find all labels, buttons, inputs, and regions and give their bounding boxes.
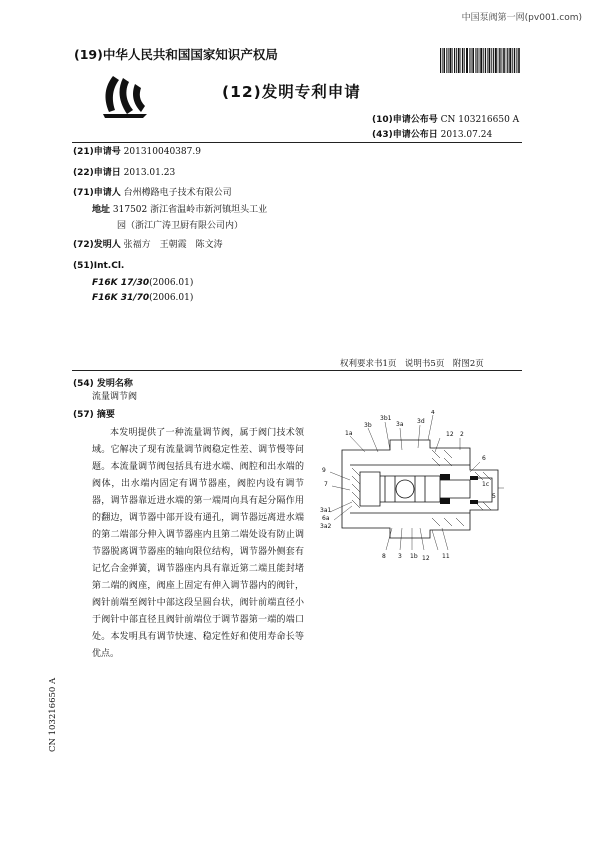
drawing-label: 9 [322, 467, 326, 474]
abstract-body [92, 425, 304, 663]
abstract-text: 本发明提供了一种流量调节阀，属于阀门技术领域。它解决了现有流量调节阀稳定性差、调节慢等问题。本流量调节阀包括具有进水端、阀腔和出水端的阀体，出水端内固定有调节器座，阀腔内设有调节器，调节器靠近进水端的第一端周向具有起分隔作用的翻边，调节器中部开设有通孔，调节器远离进水端的第二端部分伸入调节器座内且第二端处设有防止调节器脱离调节器座的轴向限位结构，调节器外侧套有记忆合金弹簧，调节器座内具有靠近第二端且能封堵第二端的阀座，阀座上固定有伸入调节器内的阀针，阀针前端至阀针中部这段呈圆台状，阀针前端直径小于阀针中部直径且阀针前端位于调节器第一端的端口处。本发明具有调节快速、稳定性好和使用寿命长等优点。 [92, 428, 304, 659]
drawing-label: 4 [431, 410, 435, 416]
application-number-label: (21)申请号 [73, 147, 121, 157]
barcode-icon [440, 48, 520, 73]
abstract-label: (57) 摘要 [73, 410, 115, 420]
publication-date-value: 2013.07.24 [440, 130, 493, 140]
ipc-entry-1 [92, 278, 193, 288]
drawing-label: 3a2 [320, 523, 332, 530]
ipc-entry-2 [92, 293, 193, 303]
office-name: (19)中华人民共和国国家知识产权局 [74, 47, 278, 62]
drawing-label: 5 [492, 493, 496, 500]
application-date-row [73, 167, 175, 180]
ipc-year-1: (2006.01) [149, 278, 194, 288]
publication-number-label: (10)申请公布号 [372, 115, 438, 125]
applicant-label: (71)申请人 [73, 188, 121, 198]
drawing-label: 8 [382, 553, 386, 560]
drawing-label: 3b [364, 422, 372, 429]
drawing-label: 6 [482, 455, 486, 462]
inventor-label: (72)发明人 [73, 240, 121, 250]
watermark-text: 中国泵阀第一网(pv001.com) [461, 13, 582, 23]
drawing-label: 6a [322, 515, 330, 522]
drawing-label: 2 [460, 431, 464, 438]
publication-number-row [372, 112, 519, 125]
application-date-value: 2013.01.23 [123, 168, 176, 178]
drawing-label: 3d [417, 418, 425, 425]
document-title: (12)发明专利申请 [222, 83, 361, 101]
address-row [92, 204, 267, 217]
drawing-label: 1b [410, 553, 418, 560]
application-date-label: (22)申请日 [73, 168, 121, 178]
ipc-code-1: F16K 17/30 [92, 278, 150, 288]
page-counts: 权利要求书1页 说明书5页 附图2页 [340, 359, 484, 369]
section-rule [72, 370, 522, 371]
side-publication-number: CN 103216650 A [48, 677, 58, 752]
publication-date-label: (43)申请公布日 [372, 130, 438, 140]
inventor-row [73, 239, 223, 252]
applicant-row [73, 187, 232, 200]
ipc-code-2: F16K 31/70 [92, 293, 150, 303]
applicant-value: 台州樽路电子技术有限公司 [123, 188, 232, 198]
drawing-label: 3a1 [320, 507, 332, 514]
drawing-label: 3a [396, 421, 404, 428]
header-rule [72, 142, 522, 143]
address-label: 地址 [92, 205, 111, 215]
address-line-2: 园（浙江广涛卫厨有限公司内） [117, 221, 244, 231]
ipc-year-2: (2006.01) [149, 293, 194, 303]
drawing-label: 12 [422, 555, 430, 562]
drawing-label: 1c [482, 481, 490, 488]
drawing-label: 3 [398, 553, 402, 560]
invention-name-label: (54) 发明名称 [73, 379, 133, 389]
publication-date-row [372, 127, 492, 140]
valve-drawing [320, 410, 505, 585]
application-number-value: 201310040387.9 [123, 147, 201, 157]
ipc-label-text: (51)Int.Cl. [73, 261, 125, 271]
drawing-label: 3b1 [380, 415, 392, 422]
drawing-label: 7 [324, 481, 328, 488]
drawing-label: 12 [446, 431, 454, 438]
application-number-row [73, 146, 201, 159]
drawing-label: 11 [442, 553, 450, 560]
inventor-value: 张福方 王朝霞 陈文涛 [123, 240, 223, 250]
drawing-label: 1a [345, 430, 353, 437]
ipc-label [73, 260, 124, 273]
address-line-1: 317502 浙江省温岭市新河镇坦头工业 [112, 205, 268, 215]
publication-number-value: CN 103216650 A [440, 115, 520, 125]
cnipa-logo-icon [95, 72, 155, 122]
invention-name-value: 流量调节阀 [92, 392, 138, 402]
